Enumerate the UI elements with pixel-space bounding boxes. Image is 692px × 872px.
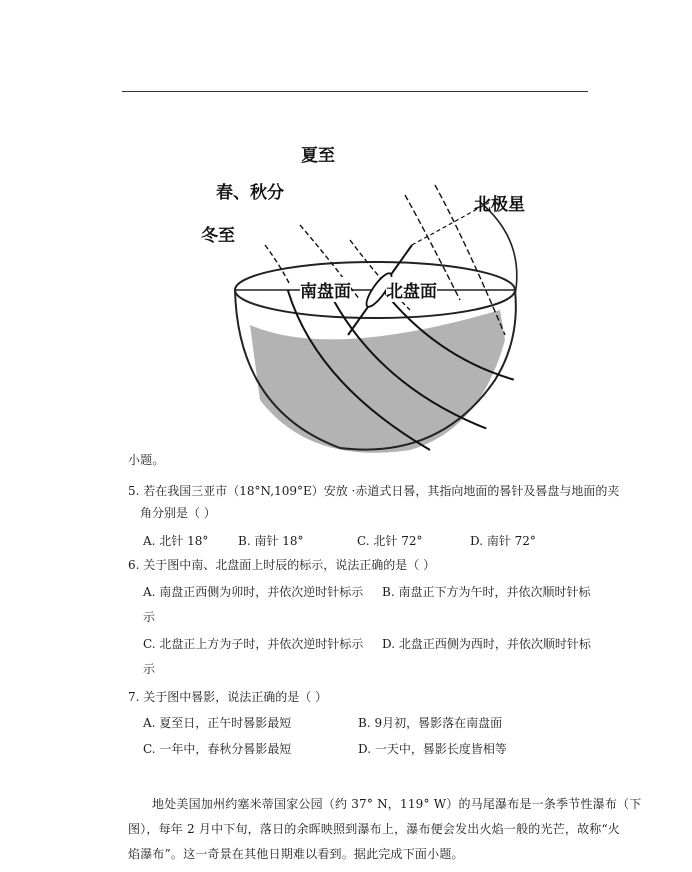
q6-stem: 6. 关于图中南、北盘面上时辰的标示，说法正确的是（ ） — [128, 558, 436, 572]
q5-option-b: B. 南针 18° — [238, 534, 304, 548]
q6-option-b: B. 南盘正下方为午时，并依次顺时针标 — [382, 585, 591, 599]
label-summer-solstice: 夏至 — [301, 146, 335, 166]
q5-option-d: D. 南针 72° — [470, 534, 536, 548]
passage-line-3: 焰瀑布”。这一奇景在其他日期难以看到。据此完成下面小题。 — [128, 847, 464, 861]
q7-option-b: B. 9月初，晷影落在南盘面 — [358, 716, 503, 730]
q7-option-d: D. 一天中，晷影长度皆相等 — [358, 742, 507, 756]
q6-option-a: A. 南盘正西侧为卯时，并依次逆时针标示 — [143, 585, 364, 599]
label-south-face: 南盘面 — [300, 277, 351, 302]
passage-line-1: 地处美国加州约塞米蒂国家公园（约 37° N，119° W）的马尾瀑布是一条季节性瀑布（下 — [152, 797, 642, 811]
q5-option-a: A. 北针 18° — [143, 534, 209, 548]
q6-option-c: C. 北盘正上方为子时，并依次逆时针标示 — [143, 637, 364, 651]
intro-tail: 小题。 — [128, 453, 165, 467]
label-equinox: 春、秋分 — [216, 183, 284, 203]
q5-stem-line1: 5. 若在我国三亚市（18°N,109°E）安放 ·赤道式日晷，其指向地面的晷针及晷盘与地面的夹 — [128, 484, 620, 498]
label-winter-solstice: 冬至 — [201, 226, 235, 246]
sun-path-winter-upper — [265, 245, 290, 285]
celestial-arc — [480, 202, 517, 295]
shadow-region — [250, 310, 505, 453]
header-rule — [122, 91, 588, 92]
q7-stem: 7. 关于图中晷影，说法正确的是（ ） — [128, 690, 328, 704]
q6-option-b-wrap: 示 — [143, 610, 156, 624]
label-north-face: 北盘面 — [386, 277, 437, 302]
q6-option-d: D. 北盘正西侧为西时，并依次顺时针标 — [382, 637, 591, 651]
q7-option-c: C. 一年中，春秋分晷影最短 — [143, 742, 292, 756]
q6-option-d-wrap: 示 — [143, 662, 156, 676]
q7-option-a: A. 夏至日，正午时晷影最短 — [143, 716, 292, 730]
q5-stem-line2: 角分别是（ ） — [140, 506, 216, 520]
q5-option-c: C. 北针 72° — [357, 534, 423, 548]
label-polaris: 北极星 — [474, 195, 525, 215]
passage-line-2: 图），每年 2 月中下旬，落日的余晖映照到瀑布上，瀑布便会发出火焰一般的光芒，故称“火 — [128, 822, 621, 836]
